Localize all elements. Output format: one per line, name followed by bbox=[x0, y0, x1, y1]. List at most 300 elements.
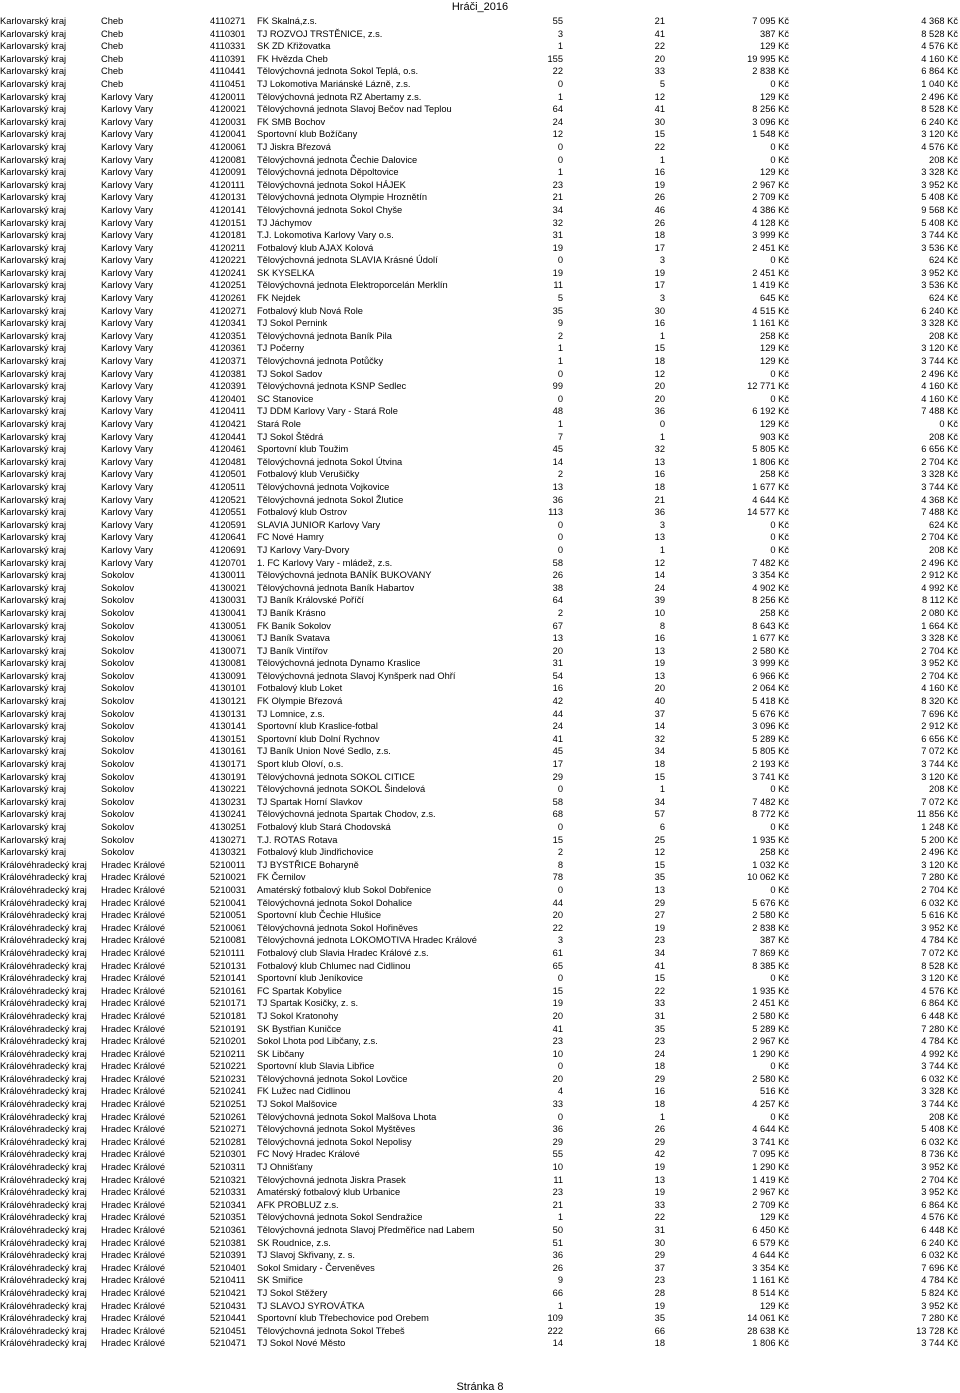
count-b-cell: 0 bbox=[659, 419, 665, 429]
region-cell: Královéhradecký kraj bbox=[0, 1136, 87, 1147]
club-code-cell: 4110301 bbox=[210, 28, 246, 39]
amount-b-cell: 3 744 Kč bbox=[921, 1061, 958, 1072]
amount-b-cell: 3 328 Kč bbox=[921, 318, 958, 329]
table-row bbox=[0, 191, 960, 204]
table-row bbox=[0, 1136, 960, 1149]
count-a-cell: 12 bbox=[552, 129, 563, 140]
amount-b-cell: 624 Kč bbox=[929, 255, 958, 266]
count-b-cell: 19 bbox=[654, 922, 665, 933]
amount-a-cell: 4 644 Kč bbox=[752, 1250, 789, 1261]
club-name-cell: Tělovýchovná jednota BANÍK BUKOVANY bbox=[257, 570, 432, 581]
club-code-cell: 4120011 bbox=[210, 91, 246, 102]
table-row bbox=[0, 1186, 960, 1199]
count-a-cell: 51 bbox=[552, 1237, 563, 1248]
region-cell: Karlovarský kraj bbox=[0, 822, 67, 832]
amount-a-cell: 8 514 Kč bbox=[752, 1287, 789, 1298]
district-cell: Hradec Králové bbox=[101, 960, 166, 971]
count-b-cell: 30 bbox=[654, 305, 665, 316]
amount-a-cell: 129 Kč bbox=[760, 1300, 789, 1311]
club-name-cell: Sportovní klub Třebechovice pod Orebem bbox=[257, 1313, 429, 1324]
count-a-cell: 8 bbox=[557, 859, 563, 870]
count-a-cell: 14 bbox=[552, 456, 563, 467]
amount-a-cell: 1 677 Kč bbox=[752, 633, 789, 644]
count-a-cell: 42 bbox=[552, 696, 563, 707]
district-cell: Hradec Králové bbox=[101, 922, 166, 933]
club-name-cell: Sport klub Oloví, o.s. bbox=[257, 759, 344, 770]
table-row bbox=[0, 682, 960, 695]
club-code-cell: 4120411 bbox=[210, 406, 246, 417]
region-cell: Karlovarský kraj bbox=[0, 255, 67, 266]
amount-b-cell: 3 120 Kč bbox=[921, 771, 958, 782]
club-name-cell: TJ Baník Krásno bbox=[257, 607, 326, 618]
amount-b-cell: 3 744 Kč bbox=[921, 481, 958, 492]
amount-b-cell: 2 704 Kč bbox=[921, 884, 958, 895]
district-cell: Sokolov bbox=[101, 847, 135, 858]
district-cell: Hradec Králové bbox=[101, 935, 166, 946]
amount-b-cell: 1 248 Kč bbox=[921, 822, 958, 832]
table-row bbox=[0, 771, 960, 784]
table-row bbox=[0, 997, 960, 1010]
table-row bbox=[0, 204, 960, 217]
count-a-cell: 0 bbox=[557, 973, 563, 984]
club-code-cell: 5210321 bbox=[210, 1174, 247, 1185]
club-name-cell: TJ Sokol Štědrá bbox=[257, 431, 324, 442]
count-b-cell: 1 bbox=[659, 1111, 665, 1122]
district-cell: Hradec Králové bbox=[101, 1287, 166, 1298]
amount-b-cell: 4 992 Kč bbox=[921, 582, 958, 593]
amount-b-cell: 4 576 Kč bbox=[921, 41, 958, 52]
count-b-cell: 18 bbox=[654, 1061, 665, 1072]
amount-b-cell: 3 744 Kč bbox=[921, 759, 958, 770]
count-a-cell: 1 bbox=[557, 91, 563, 102]
region-cell: Královéhradecký kraj bbox=[0, 1300, 87, 1311]
table-row bbox=[0, 242, 960, 255]
region-cell: Karlovarský kraj bbox=[0, 129, 67, 140]
count-b-cell: 13 bbox=[654, 670, 665, 681]
count-b-cell: 15 bbox=[654, 129, 665, 140]
club-name-cell: Fotbalový klub Stará Chodovská bbox=[257, 822, 391, 832]
count-b-cell: 22 bbox=[654, 985, 665, 996]
region-cell: Karlovarský kraj bbox=[0, 456, 67, 467]
club-code-cell: 5210111 bbox=[210, 947, 245, 958]
count-b-cell: 31 bbox=[654, 1225, 665, 1235]
table-row bbox=[0, 166, 960, 179]
district-cell: Sokolov bbox=[101, 683, 135, 694]
count-a-cell: 26 bbox=[552, 1262, 563, 1273]
count-a-cell: 44 bbox=[552, 897, 563, 908]
table-row bbox=[0, 708, 960, 721]
amount-b-cell: 7 488 Kč bbox=[921, 507, 958, 518]
club-code-cell: 4120441 bbox=[210, 431, 247, 442]
club-code-cell: 5210011 bbox=[210, 859, 246, 870]
club-name-cell: FK Olympie Březová bbox=[257, 696, 343, 707]
amount-a-cell: 2 709 Kč bbox=[752, 192, 789, 203]
count-b-cell: 15 bbox=[654, 859, 665, 870]
count-a-cell: 64 bbox=[552, 104, 563, 115]
table-row bbox=[0, 418, 960, 431]
count-a-cell: 0 bbox=[557, 822, 563, 832]
region-cell: Královéhradecký kraj bbox=[0, 1262, 87, 1273]
amount-a-cell: 10 062 Kč bbox=[747, 872, 789, 883]
club-code-cell: 4130071 bbox=[210, 645, 247, 656]
table-row bbox=[0, 632, 960, 645]
count-b-cell: 3 bbox=[659, 519, 665, 530]
club-name-cell: Sportovní klub Jeníkovice bbox=[257, 973, 363, 984]
amount-b-cell: 4 784 Kč bbox=[921, 935, 958, 946]
region-cell: Karlovarský kraj bbox=[0, 28, 67, 39]
amount-a-cell: 1 290 Kč bbox=[752, 1162, 789, 1173]
amount-a-cell: 1 677 Kč bbox=[752, 481, 789, 492]
district-cell: Karlovy Vary bbox=[101, 532, 154, 543]
district-cell: Karlovy Vary bbox=[101, 507, 154, 518]
count-a-cell: 64 bbox=[552, 595, 563, 606]
table-row bbox=[0, 393, 960, 406]
table-row bbox=[0, 1148, 960, 1161]
table-row bbox=[0, 519, 960, 532]
club-code-cell: 5210311 bbox=[210, 1162, 246, 1173]
club-code-cell: 4130141 bbox=[210, 721, 247, 732]
district-cell: Karlovy Vary bbox=[101, 217, 154, 228]
amount-b-cell: 6 032 Kč bbox=[921, 897, 958, 908]
count-b-cell: 13 bbox=[654, 884, 665, 895]
club-code-cell: 4120211 bbox=[210, 242, 246, 253]
region-cell: Královéhradecký kraj bbox=[0, 1174, 87, 1185]
count-a-cell: 1 bbox=[557, 356, 563, 367]
club-code-cell: 4120111 bbox=[210, 179, 245, 190]
amount-a-cell: 5 676 Kč bbox=[752, 897, 789, 908]
club-code-cell: 4120141 bbox=[210, 204, 247, 215]
region-cell: Královéhradecký kraj bbox=[0, 1250, 87, 1261]
district-cell: Hradec Králové bbox=[101, 1111, 166, 1122]
club-name-cell: Tělovýchovná jednota Sokol Lovčice bbox=[257, 1073, 408, 1084]
club-code-cell: 4130191 bbox=[210, 771, 247, 782]
amount-a-cell: 8 256 Kč bbox=[752, 595, 789, 606]
club-code-cell: 5210261 bbox=[210, 1111, 247, 1122]
table-row bbox=[0, 1224, 960, 1237]
district-cell: Hradec Králové bbox=[101, 1073, 166, 1084]
amount-a-cell: 3 354 Kč bbox=[752, 1262, 789, 1273]
count-b-cell: 12 bbox=[654, 557, 665, 568]
region-cell: Karlovarský kraj bbox=[0, 834, 67, 845]
amount-b-cell: 6 032 Kč bbox=[921, 1250, 958, 1261]
amount-b-cell: 3 952 Kč bbox=[921, 922, 958, 933]
club-name-cell: Fotbalový klub Verušičky bbox=[257, 469, 360, 480]
district-cell: Hradec Králové bbox=[101, 1212, 166, 1223]
count-a-cell: 20 bbox=[552, 645, 563, 656]
amount-b-cell: 6 448 Kč bbox=[921, 1010, 958, 1021]
region-cell: Královéhradecký kraj bbox=[0, 1212, 87, 1223]
club-name-cell: Sportovní klub Toužim bbox=[257, 444, 349, 455]
amount-a-cell: 0 Kč bbox=[770, 544, 789, 555]
district-cell: Hradec Králové bbox=[101, 1061, 166, 1072]
amount-b-cell: 9 568 Kč bbox=[921, 204, 958, 215]
count-b-cell: 3 bbox=[659, 255, 665, 266]
count-b-cell: 34 bbox=[654, 796, 665, 807]
club-name-cell: Tělovýchovná jednota Baník Pila bbox=[257, 330, 392, 341]
region-cell: Královéhradecký kraj bbox=[0, 1073, 87, 1084]
amount-a-cell: 2 451 Kč bbox=[752, 267, 789, 278]
club-code-cell: 4130091 bbox=[210, 670, 247, 681]
club-code-cell: 4120551 bbox=[210, 507, 247, 518]
region-cell: Karlovarský kraj bbox=[0, 633, 67, 644]
count-b-cell: 41 bbox=[654, 28, 665, 39]
amount-b-cell: 2 496 Kč bbox=[921, 557, 958, 568]
club-code-cell: 5210301 bbox=[210, 1149, 247, 1160]
amount-b-cell: 208 Kč bbox=[929, 1111, 958, 1122]
amount-a-cell: 0 Kč bbox=[770, 154, 789, 165]
table-row bbox=[0, 758, 960, 771]
table-row bbox=[0, 1249, 960, 1262]
table-row bbox=[0, 947, 960, 960]
club-name-cell: TJ Spartak Kosičky, z. s. bbox=[257, 998, 359, 1009]
amount-a-cell: 0 Kč bbox=[770, 141, 789, 152]
amount-b-cell: 2 704 Kč bbox=[921, 1174, 958, 1185]
club-name-cell: Tělovýchovná jednota Olympie Hroznětín bbox=[257, 192, 428, 203]
club-name-cell: FK Skalná,z.s. bbox=[257, 16, 317, 26]
club-code-cell: 4120381 bbox=[210, 368, 247, 379]
count-a-cell: 0 bbox=[557, 393, 563, 404]
count-a-cell: 19 bbox=[552, 242, 563, 253]
region-cell: Královéhradecký kraj bbox=[0, 1313, 87, 1324]
amount-b-cell: 6 656 Kč bbox=[921, 444, 958, 455]
count-a-cell: 16 bbox=[552, 683, 563, 694]
amount-b-cell: 2 704 Kč bbox=[921, 645, 958, 656]
amount-b-cell: 4 368 Kč bbox=[921, 494, 958, 505]
club-code-cell: 5210211 bbox=[210, 1048, 246, 1059]
region-cell: Karlovarský kraj bbox=[0, 406, 67, 417]
club-code-cell: 4130041 bbox=[210, 607, 247, 618]
club-code-cell: 4130131 bbox=[210, 708, 247, 719]
amount-b-cell: 2 704 Kč bbox=[921, 532, 958, 543]
amount-b-cell: 1 664 Kč bbox=[921, 620, 958, 631]
table-row bbox=[0, 821, 960, 834]
amount-b-cell: 4 992 Kč bbox=[921, 1048, 958, 1059]
count-b-cell: 33 bbox=[654, 66, 665, 77]
amount-a-cell: 0 Kč bbox=[770, 532, 789, 543]
district-cell: Karlovy Vary bbox=[101, 318, 154, 329]
club-name-cell: FC Spartak Kobylice bbox=[257, 985, 342, 996]
amount-a-cell: 3 741 Kč bbox=[752, 1136, 789, 1147]
amount-a-cell: 7 869 Kč bbox=[752, 947, 789, 958]
district-cell: Sokolov bbox=[101, 809, 135, 820]
club-code-cell: 5210181 bbox=[210, 1010, 247, 1021]
club-name-cell: TJ Baník Královské Poříčí bbox=[257, 595, 364, 606]
table-row bbox=[0, 481, 960, 494]
table-row bbox=[0, 934, 960, 947]
club-name-cell: Tělovýchovná jednota Sokol Sendražice bbox=[257, 1212, 423, 1223]
count-b-cell: 19 bbox=[654, 658, 665, 669]
count-b-cell: 24 bbox=[654, 582, 665, 593]
club-name-cell: Tělovýchovná jednota RZ Abertamy z.s. bbox=[257, 91, 422, 102]
district-cell: Karlovy Vary bbox=[101, 242, 154, 253]
count-a-cell: 78 bbox=[552, 872, 563, 883]
amount-a-cell: 387 Kč bbox=[760, 935, 789, 946]
amount-a-cell: 2 709 Kč bbox=[752, 1199, 789, 1210]
table-row bbox=[0, 657, 960, 670]
count-a-cell: 68 bbox=[552, 809, 563, 820]
club-name-cell: Tělovýchovná jednota LOKOMOTIVA Hradec Králové bbox=[257, 935, 477, 946]
district-cell: Sokolov bbox=[101, 771, 135, 782]
table-row bbox=[0, 15, 960, 28]
region-cell: Královéhradecký kraj bbox=[0, 1325, 87, 1336]
region-cell: Karlovarský kraj bbox=[0, 293, 67, 304]
count-a-cell: 0 bbox=[557, 1111, 563, 1122]
region-cell: Královéhradecký kraj bbox=[0, 947, 87, 958]
table-row bbox=[0, 909, 960, 922]
club-name-cell: Sportovní klub Dolní Rychnov bbox=[257, 733, 380, 744]
count-a-cell: 22 bbox=[552, 66, 563, 77]
count-a-cell: 36 bbox=[552, 1250, 563, 1261]
table-row bbox=[0, 1048, 960, 1061]
amount-a-cell: 3 999 Kč bbox=[752, 230, 789, 241]
amount-a-cell: 4 386 Kč bbox=[752, 204, 789, 215]
region-cell: Karlovarský kraj bbox=[0, 104, 67, 115]
club-code-cell: 5210171 bbox=[210, 998, 247, 1009]
club-code-cell: 4110391 bbox=[210, 53, 246, 64]
district-cell: Hradec Králové bbox=[101, 1149, 166, 1160]
club-name-cell: TJ Jiskra Březová bbox=[257, 141, 331, 152]
club-name-cell: Tělovýchovná jednota Slavoj Kynšperk nad Ohří bbox=[257, 670, 456, 681]
count-a-cell: 38 bbox=[552, 582, 563, 593]
district-cell: Karlovy Vary bbox=[101, 104, 154, 115]
amount-a-cell: 2 967 Kč bbox=[752, 1036, 789, 1047]
club-code-cell: 4120371 bbox=[210, 356, 247, 367]
club-code-cell: 4110451 bbox=[210, 78, 246, 89]
count-a-cell: 0 bbox=[557, 141, 563, 152]
count-b-cell: 36 bbox=[654, 507, 665, 518]
count-b-cell: 17 bbox=[654, 280, 665, 291]
club-code-cell: 5210441 bbox=[210, 1313, 247, 1324]
count-b-cell: 6 bbox=[659, 822, 665, 832]
region-cell: Karlovarský kraj bbox=[0, 847, 67, 858]
table-row bbox=[0, 1111, 960, 1124]
club-code-cell: 5210031 bbox=[210, 884, 247, 895]
count-a-cell: 0 bbox=[557, 368, 563, 379]
amount-b-cell: 3 952 Kč bbox=[921, 1300, 958, 1311]
amount-b-cell: 208 Kč bbox=[929, 784, 958, 795]
count-a-cell: 0 bbox=[557, 78, 563, 89]
club-name-cell: FK SMB Bochov bbox=[257, 116, 326, 127]
count-a-cell: 26 bbox=[552, 570, 563, 581]
region-cell: Královéhradecký kraj bbox=[0, 1061, 87, 1072]
amount-a-cell: 1 161 Kč bbox=[752, 318, 789, 329]
count-b-cell: 23 bbox=[654, 1275, 665, 1286]
amount-a-cell: 5 676 Kč bbox=[752, 708, 789, 719]
region-cell: Karlovarský kraj bbox=[0, 204, 67, 215]
club-code-cell: 4130081 bbox=[210, 658, 247, 669]
count-a-cell: 1 bbox=[557, 167, 563, 178]
count-a-cell: 0 bbox=[557, 784, 563, 795]
amount-a-cell: 5 418 Kč bbox=[752, 696, 789, 707]
count-a-cell: 1 bbox=[557, 41, 563, 52]
amount-b-cell: 8 528 Kč bbox=[921, 28, 958, 39]
club-code-cell: 5210161 bbox=[210, 985, 247, 996]
amount-b-cell: 8 528 Kč bbox=[921, 104, 958, 115]
table-row bbox=[0, 972, 960, 985]
amount-b-cell: 7 696 Kč bbox=[921, 1262, 958, 1273]
count-a-cell: 4 bbox=[557, 1086, 563, 1097]
amount-b-cell: 2 496 Kč bbox=[921, 368, 958, 379]
region-cell: Královéhradecký kraj bbox=[0, 897, 87, 908]
table-row bbox=[0, 128, 960, 141]
district-cell: Sokolov bbox=[101, 645, 135, 656]
amount-b-cell: 4 784 Kč bbox=[921, 1275, 958, 1286]
table-row bbox=[0, 670, 960, 683]
region-cell: Karlovarský kraj bbox=[0, 494, 67, 505]
table-row bbox=[0, 65, 960, 78]
region-cell: Karlovarský kraj bbox=[0, 570, 67, 581]
district-cell: Karlovy Vary bbox=[101, 129, 154, 140]
amount-b-cell: 7 072 Kč bbox=[921, 796, 958, 807]
region-cell: Královéhradecký kraj bbox=[0, 910, 87, 921]
amount-a-cell: 7 095 Kč bbox=[752, 16, 789, 26]
district-cell: Karlovy Vary bbox=[101, 544, 154, 555]
amount-b-cell: 6 656 Kč bbox=[921, 733, 958, 744]
count-b-cell: 19 bbox=[654, 1300, 665, 1311]
club-code-cell: 5210081 bbox=[210, 935, 247, 946]
amount-b-cell: 8 112 Kč bbox=[921, 595, 958, 606]
amount-b-cell: 4 160 Kč bbox=[921, 683, 958, 694]
amount-a-cell: 258 Kč bbox=[760, 330, 789, 341]
club-code-cell: 4130021 bbox=[210, 582, 247, 593]
club-name-cell: TJ Lomnice, z.s. bbox=[257, 708, 325, 719]
table-row bbox=[0, 531, 960, 544]
table-row bbox=[0, 292, 960, 305]
count-b-cell: 35 bbox=[654, 1313, 665, 1324]
table-row bbox=[0, 1085, 960, 1098]
district-cell: Karlovy Vary bbox=[101, 494, 154, 505]
table-row bbox=[0, 834, 960, 847]
count-a-cell: 58 bbox=[552, 557, 563, 568]
club-name-cell: Tělovýchovná jednota Sokol Nepolisy bbox=[257, 1136, 412, 1147]
amount-b-cell: 3 328 Kč bbox=[921, 167, 958, 178]
amount-a-cell: 129 Kč bbox=[760, 419, 789, 429]
table-row bbox=[0, 141, 960, 154]
count-a-cell: 0 bbox=[557, 532, 563, 543]
club-name-cell: FC Nové Hamry bbox=[257, 532, 324, 543]
count-b-cell: 22 bbox=[654, 141, 665, 152]
table-row bbox=[0, 745, 960, 758]
count-b-cell: 41 bbox=[654, 960, 665, 971]
region-cell: Karlovarský kraj bbox=[0, 230, 67, 241]
amount-a-cell: 1 935 Kč bbox=[752, 834, 789, 845]
region-cell: Karlovarský kraj bbox=[0, 154, 67, 165]
district-cell: Hradec Králové bbox=[101, 1010, 166, 1021]
count-b-cell: 35 bbox=[654, 872, 665, 883]
club-name-cell: TJ Sokol Kratonohy bbox=[257, 1010, 339, 1021]
club-code-cell: 5210361 bbox=[210, 1225, 247, 1235]
amount-a-cell: 4 644 Kč bbox=[752, 494, 789, 505]
table-row bbox=[0, 179, 960, 192]
count-a-cell: 21 bbox=[552, 1199, 563, 1210]
district-cell: Karlovy Vary bbox=[101, 456, 154, 467]
club-name-cell: SK KYSELKA bbox=[257, 267, 315, 278]
count-b-cell: 34 bbox=[654, 947, 665, 958]
region-cell: Karlovarský kraj bbox=[0, 746, 67, 757]
club-name-cell: Tělovýchovná jednota Spartak Chodov, z.s. bbox=[257, 809, 436, 820]
club-code-cell: 4120461 bbox=[210, 444, 247, 455]
amount-b-cell: 208 Kč bbox=[929, 431, 958, 442]
count-b-cell: 28 bbox=[654, 1287, 665, 1298]
amount-a-cell: 2 580 Kč bbox=[752, 1010, 789, 1021]
club-name-cell: TJ DDM Karlovy Vary - Stará Role bbox=[257, 406, 398, 417]
amount-b-cell: 624 Kč bbox=[929, 293, 958, 304]
amount-a-cell: 5 289 Kč bbox=[752, 733, 789, 744]
table-row bbox=[0, 695, 960, 708]
region-cell: Karlovarský kraj bbox=[0, 658, 67, 669]
district-cell: Karlovy Vary bbox=[101, 557, 154, 568]
club-code-cell: 4120701 bbox=[210, 557, 247, 568]
